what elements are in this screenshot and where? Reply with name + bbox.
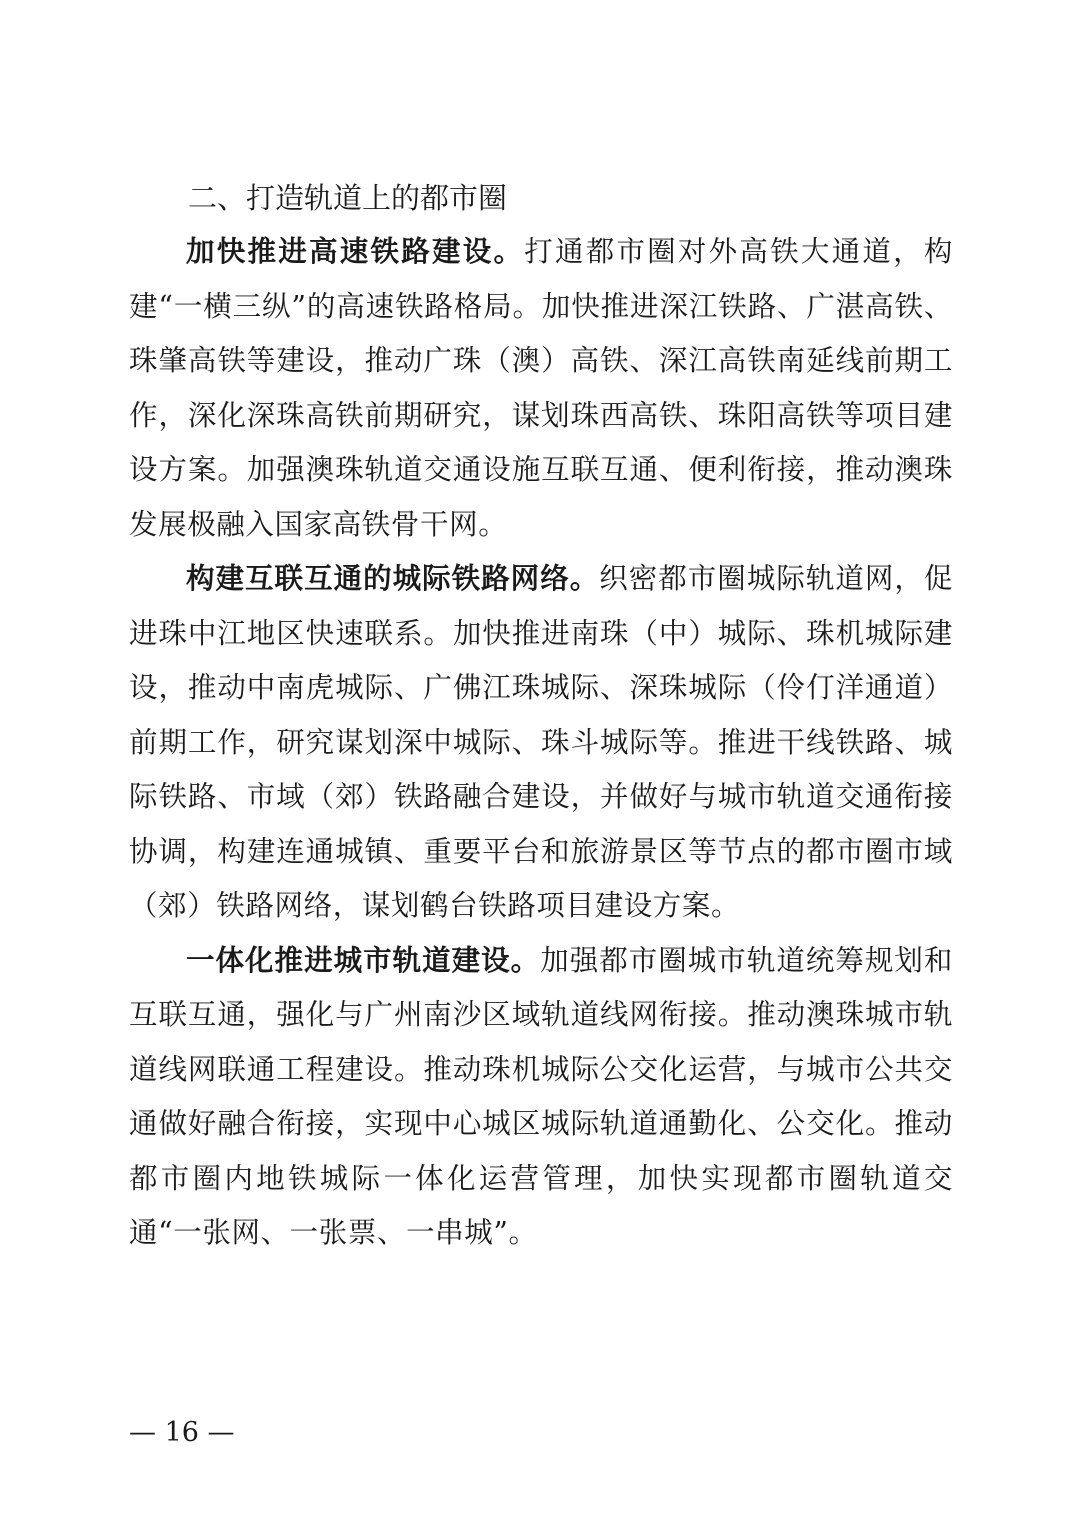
paragraph-urban-rail — [129, 934, 953, 1261]
paragraph-body: 打通都市圈对外高铁大通道，构建“一横三纵”的高速铁路格局。加快推进深江铁路、广湛高铁、珠肇高铁等建设，推动广珠（澳）高铁、深江高铁南延线前期工作，深化深珠高铁前期研究，谋划珠西高铁、珠阳高铁等项目建设方案。加强澳珠轨道交通设施互联互通、便利衔接，推动澳珠发展极融入国家高铁骨干网。 — [129, 235, 953, 541]
page-number: — 16 — — [129, 1417, 235, 1448]
section-heading: 二、打造轨道上的都市圈 — [188, 181, 508, 215]
paragraph-body: 加强都市圈城市轨道统筹规划和互联互通，强化与广州南沙区域轨道线网衔接。推动澳珠城市轨道线网联通工程建设。推动珠机城际公交化运营，与城市公共交通做好融合衔接，实现中心城区城际轨道通勤化、公交化。推动都市圈内地铁城际一体化运营管理，加快实现都市圈轨道交通“一张网、一张票、一串城”。 — [129, 943, 954, 1249]
paragraph-lead: 构建互联互通的城际铁路网络。 — [186, 562, 600, 595]
paragraph-lead: 一体化推进城市轨道建设。 — [186, 943, 541, 977]
paragraph-lead: 加快推进高速铁路建设。 — [186, 235, 525, 268]
paragraph-intercity-rail — [129, 552, 953, 934]
paragraph-body: 织密都市圈城际轨道网，促进珠中江地区快速联系。加快推进南珠（中）城际、珠机城际建设，推动中南虎城际、广佛江珠城际、深珠城际（伶仃洋通道）前期工作，研究谋划深中城际、珠斗城际等。推进干线铁路、城际铁路、市域（郊）铁路融合建设，并做好与城市轨道交通衔接协调，构建连通城镇、重要平台和旅游景区等节点的都市圈市域（郊）铁路网络，谋划鹤台铁路项目建设方案。 — [129, 562, 954, 922]
paragraph-high-speed-rail — [129, 225, 953, 552]
body-text — [129, 225, 953, 1261]
